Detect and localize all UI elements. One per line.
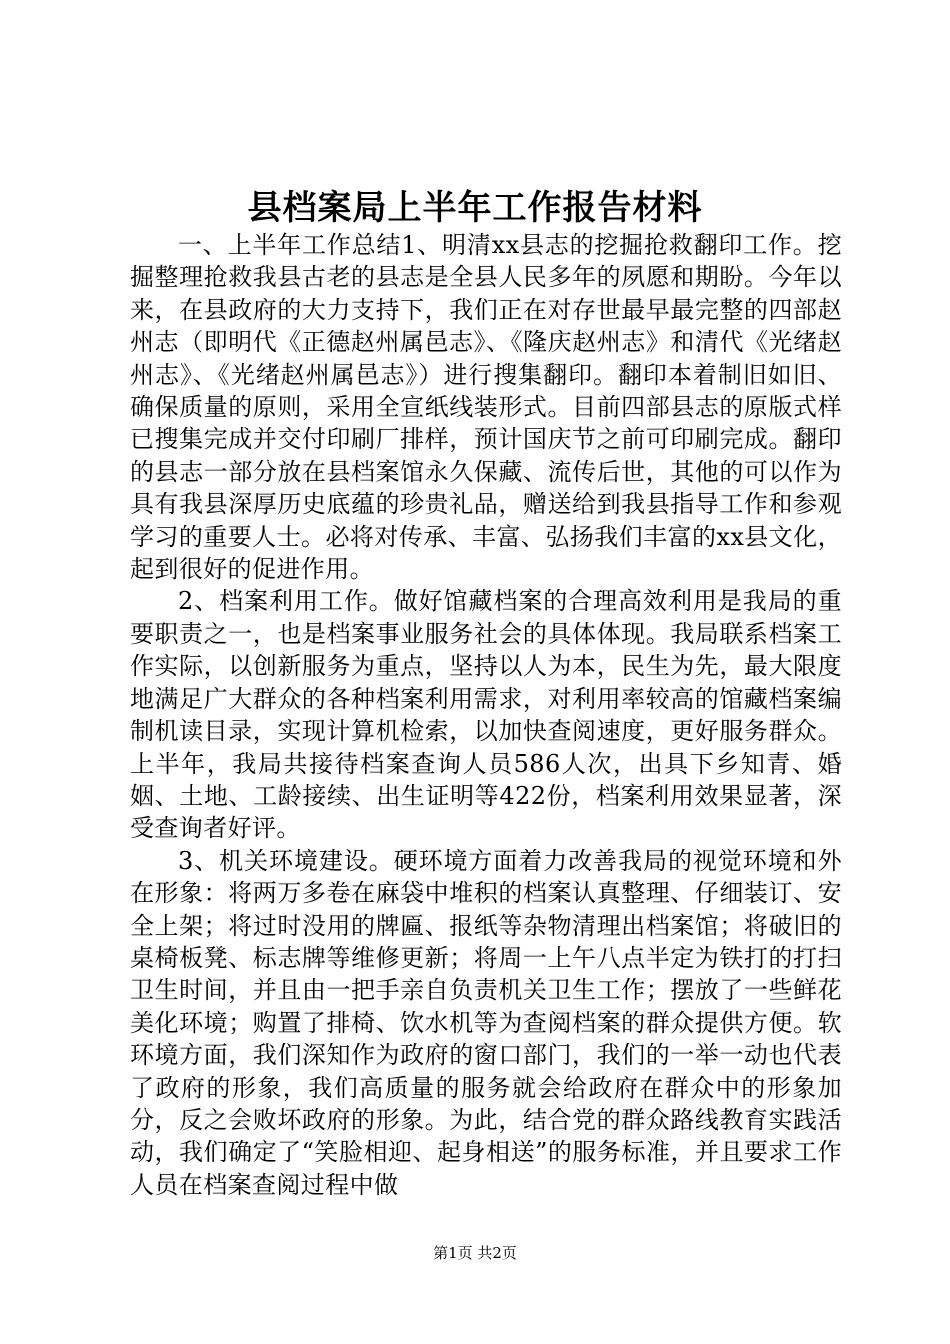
paragraph-office-environment: 3、机关环境建设。硬环境方面着力改善我局的视觉环境和外在形象：将两万多卷在麻袋中堆积的档案认真整理、仔细装订、安全上架；将过时没用的牌匾、报纸等杂物清理出档案馆；将破旧的桌椅板凳、标志牌等维修更新；将周一上午八点半定为铁打的打扫卫生时间，并且由一把手亲自负责机关卫生工作；摆放了一些鲜花美化环境；购置了排椅、饮水机等为查阅档案的群众提供方便。软环境方面，我们深知作为政府的窗口部门，我们的一举一动也代表了政府的形象，我们高质量的服务就会给政府在群众中的形象加分，反之会败坏政府的形象。为此，结合党的群众路线教育实践活动，我们确定了“笑脸相迎、起身相送”的服务标准，并且要求工作人员在档案查阅过程中做 [130, 846, 842, 1199]
paragraph-summary-county-annals: 一、上半年工作总结1、明清xx县志的挖掘抢救翻印工作。挖掘整理抢救我县古老的县志是全县人民多年的夙愿和期盼。今年以来，在县政府的大力支持下，我们正在对存世最早最完整的四部赵州志（即明代《正德赵州属邑志》、《隆庆赵州志》和清代《光绪赵州志》、《光绪赵州属邑志》）进行搜集翻印。翻印本着制旧如旧、确保质量的原则，采用全宣纸线装形式。目前四部县志的原版式样已搜集完成并交付印刷厂排样，预计国庆节之前可印刷完成。翻印的县志一部分放在县档案馆永久保藏、流传后世，其他的可以作为具有我县深厚历史底蕴的珍贵礼品，赠送给到我县指导工作和参观学习的重要人士。必将对传承、丰富、弘扬我们丰富的xx县文化，起到很好的促进作用。 [130, 231, 842, 584]
paragraph-archive-utilization: 2、档案利用工作。做好馆藏档案的合理高效利用是我局的重要职责之一，也是档案事业服务社会的具体体现。我局联系档案工作实际，以创新服务为重点，坚持以人为本，民生为先，最大限度地满足广大群众的各种档案利用需求，对利用率较高的馆藏档案编制机读目录，实现计算机检索，以加快查阅速度，更好服务群众。上半年，我局共接待档案查询人员586人次，出具下乡知青、婚姻、土地、工龄接续、出生证明等422份，档案利用效果显著，深受查询者好评。 [130, 587, 842, 843]
document-title: 县档案局上半年工作报告材料 [247, 188, 703, 228]
page-number-footer: 第1页 共2页 [433, 1244, 517, 1262]
document-body [130, 229, 842, 1201]
